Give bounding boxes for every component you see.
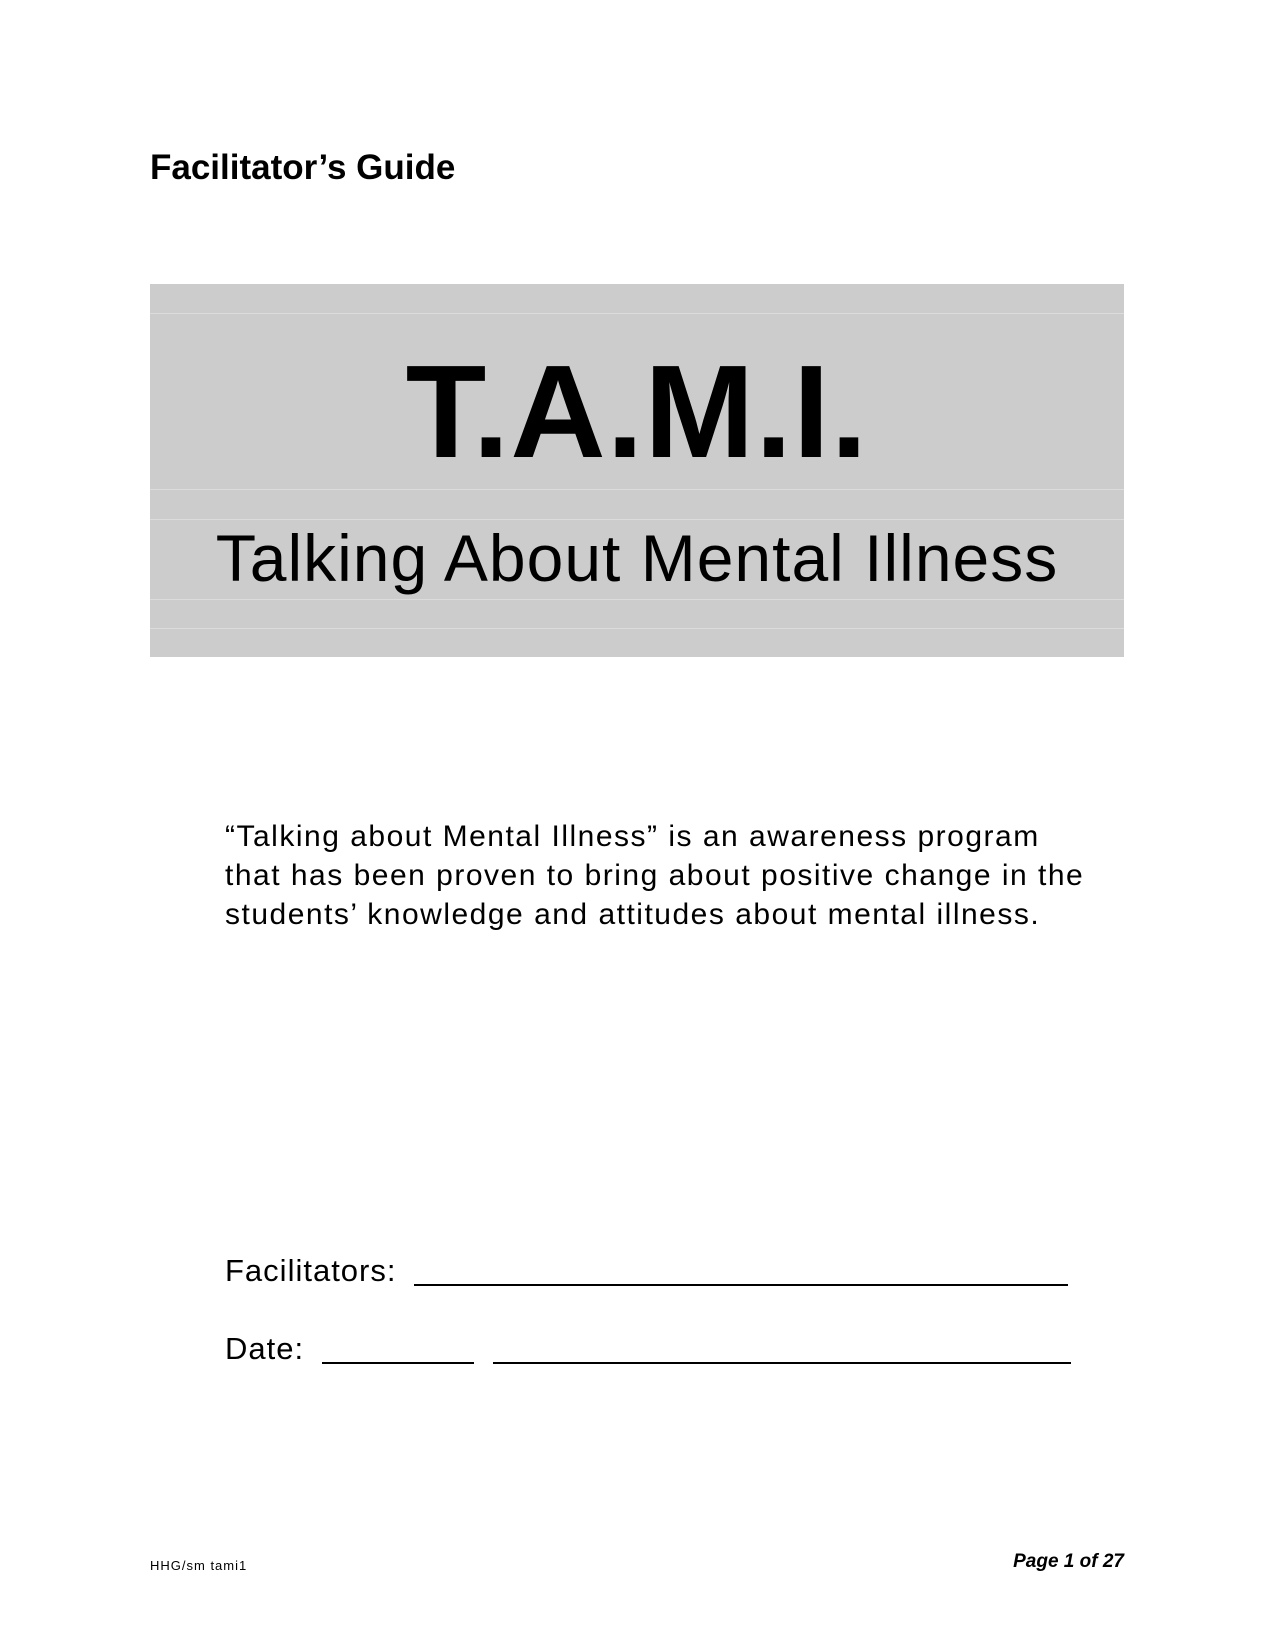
title-banner <box>150 284 1124 657</box>
program-description: “Talking about Mental Illness” is an awareness program that has been proven to bring about positive change in the students’ knowledge and attitudes about mental illness. <box>225 820 1085 931</box>
guide-title: Facilitator’s Guide <box>150 148 456 187</box>
banner-rule <box>150 628 1124 629</box>
facilitators-label: Facilitators: <box>225 1253 397 1288</box>
program-acronym: T.A.M.I. <box>405 338 869 485</box>
date-blank-extra[interactable] <box>493 1331 1071 1364</box>
date-label: Date: <box>225 1331 305 1366</box>
doc-code: HHG/sm tami1 <box>150 1558 248 1573</box>
banner-rule <box>150 313 1124 314</box>
facilitators-blank[interactable] <box>414 1253 1068 1286</box>
banner-rule <box>150 599 1124 600</box>
banner-rule <box>150 519 1124 520</box>
facilitators-line <box>225 1253 1068 1286</box>
program-name: Talking About Mental Illness <box>215 521 1059 595</box>
page-number: Page 1 of 27 <box>1013 1551 1124 1572</box>
date-line <box>225 1331 1071 1364</box>
date-blank[interactable] <box>322 1331 474 1364</box>
banner-rule <box>150 489 1124 490</box>
